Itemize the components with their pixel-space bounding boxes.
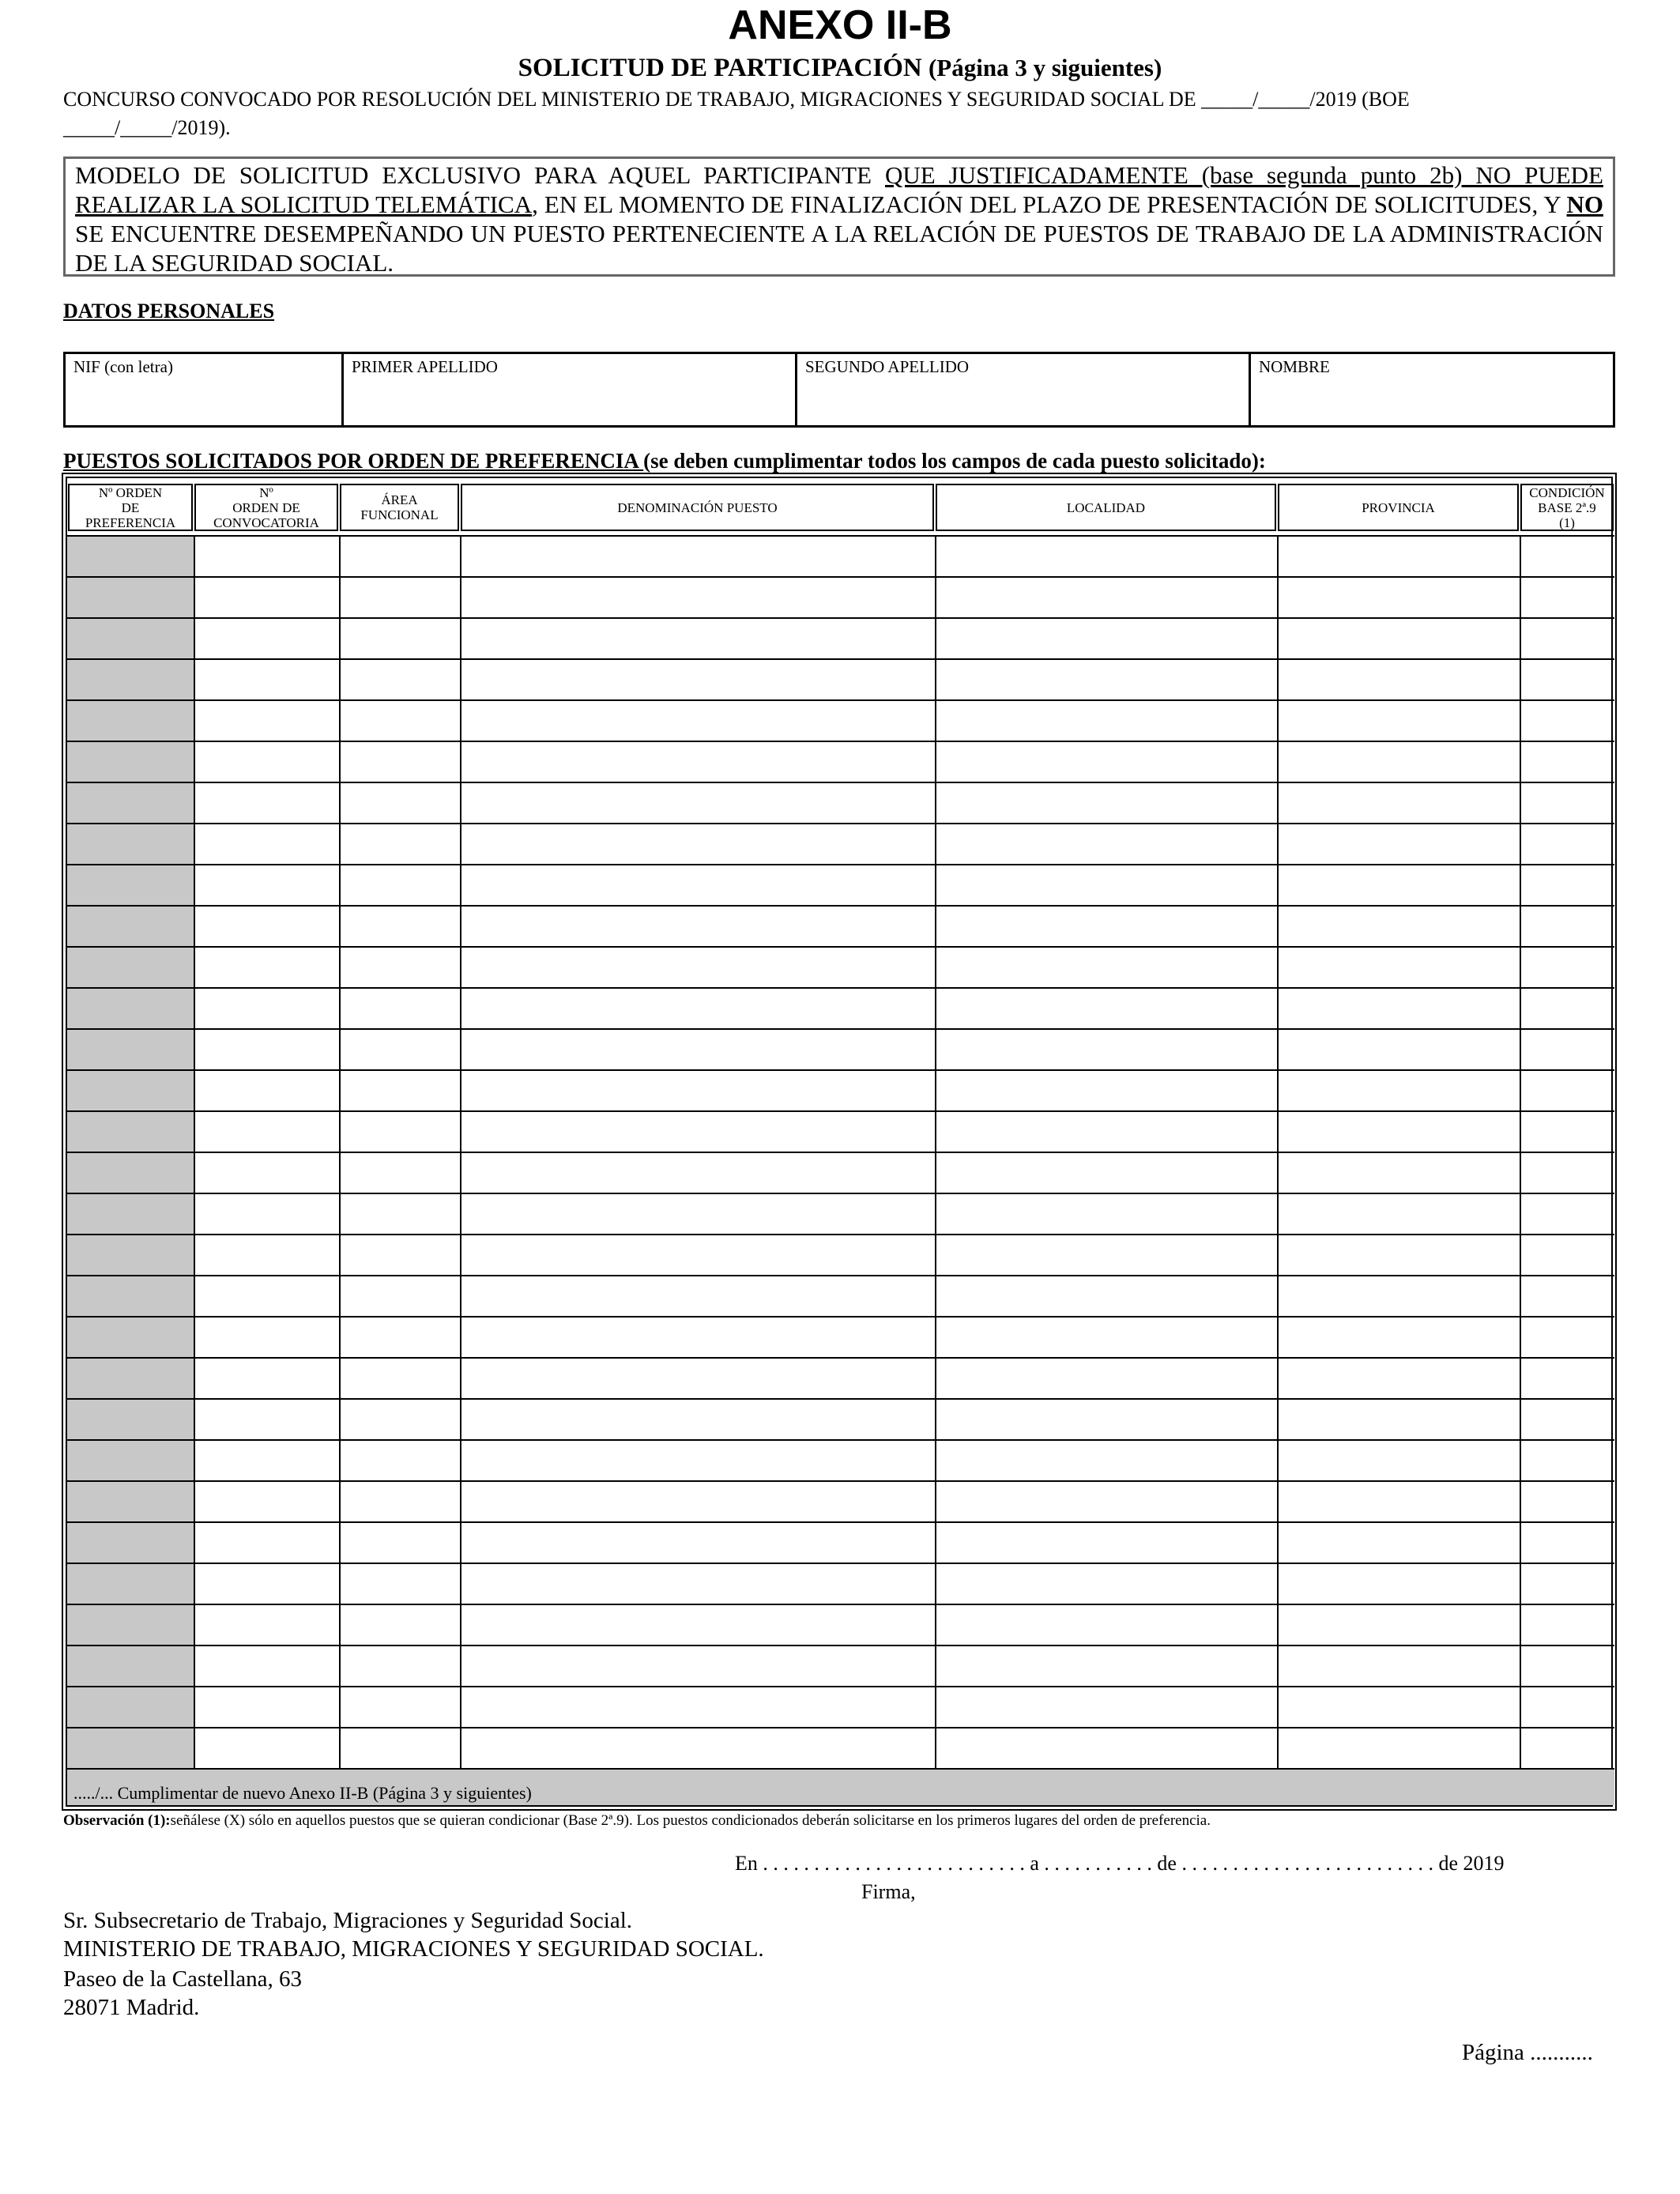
header-orden-preferencia-line: Nº ORDEN <box>98 484 163 500</box>
table-row[interactable] <box>67 1110 1614 1112</box>
header-localidad <box>936 484 1276 531</box>
observacion-label: Observación (1): <box>63 1812 171 1829</box>
table-row[interactable] <box>67 1193 1614 1194</box>
primer-apellido-label: PRIMER APELLIDO <box>352 357 498 376</box>
table-row[interactable] <box>67 823 1614 824</box>
header-provincia-line: PROVINCIA <box>1362 499 1435 515</box>
firma-label: Firma, <box>861 1880 916 1903</box>
table-row[interactable] <box>67 1152 1614 1153</box>
continuation-footer: ...../... Cumplimentar de nuevo Anexo II-B (Página 3 y siguientes) <box>67 1768 1614 1805</box>
modelo-text-no: NO <box>1566 190 1603 218</box>
table-row[interactable] <box>67 1398 1614 1400</box>
page-reference: (Página 3 y siguientes) <box>928 54 1162 81</box>
table-row[interactable] <box>67 658 1614 660</box>
concurso-line-1: CONCURSO CONVOCADO POR RESOLUCIÓN DEL MINISTERIO DE TRABAJO, MIGRACIONES Y SEGURIDAD SOCIAL DE _____/_____/2019 (BOE <box>63 88 1410 111</box>
puestos-title-main: PUESTOS SOLICITADOS POR ORDEN DE PREFERENCIA <box>63 449 644 473</box>
puestos-table <box>62 473 1617 1811</box>
table-row[interactable] <box>67 1727 1614 1728</box>
table-row[interactable] <box>67 1645 1614 1646</box>
addressee-line-4: 28071 Madrid. <box>63 1995 200 2020</box>
table-row[interactable] <box>67 946 1614 948</box>
table-row[interactable] <box>67 1275 1614 1276</box>
table-row[interactable] <box>67 1028 1614 1030</box>
modelo-text-1: MODELO DE SOLICITUD EXCLUSIVO PARA AQUEL PARTICIPANTE <box>75 161 885 189</box>
table-row[interactable] <box>67 905 1614 907</box>
header-provincia <box>1278 484 1519 531</box>
table-row[interactable] <box>67 535 1614 537</box>
solicitud-title: SOLICITUD DE PARTICIPACIÓN <box>518 54 922 82</box>
header-condicion <box>1520 484 1614 531</box>
column-divider <box>339 535 341 1768</box>
column-divider <box>194 535 195 1768</box>
table-row[interactable] <box>67 1234 1614 1235</box>
puestos-title <box>63 447 1617 474</box>
modelo-notice-box <box>63 156 1615 277</box>
datos-personales-title: DATOS PERSONALES <box>63 300 275 322</box>
table-row[interactable] <box>67 782 1614 783</box>
header-orden-convocatoria-line: CONVOCATORIA <box>213 515 319 530</box>
observacion-text: señálese (X) sólo en aquellos puestos que se quieran condicionar (Base 2ª.9). Los puestos condicionados deberán solicitarse en los primeros lugares del orden de preferencia. <box>170 1812 1211 1829</box>
column-divider <box>1520 535 1521 1768</box>
header-area-funcional-line: FUNCIONAL <box>360 507 439 522</box>
segundo-apellido-label: SEGUNDO APELLIDO <box>805 357 970 376</box>
header-orden-preferencia-line: PREFERENCIA <box>85 515 176 530</box>
addressee-line-2: MINISTERIO DE TRABAJO, MIGRACIONES Y SEGURIDAD SOCIAL. <box>63 1936 764 1962</box>
page-number-field: Página ........... <box>1462 2040 1593 2065</box>
nif-label: NIF (con letra) <box>73 357 173 376</box>
table-row[interactable] <box>67 1686 1614 1687</box>
table-row[interactable] <box>67 699 1614 701</box>
column-divider <box>935 535 936 1768</box>
addressee-line-1: Sr. Subsecretario de Trabajo, Migraciones y Seguridad Social. <box>63 1908 633 1933</box>
header-orden-preferencia <box>68 484 193 531</box>
header-orden-preferencia-line: DE <box>121 499 140 515</box>
addressee-line-3: Paseo de la Castellana, 63 <box>63 1966 302 1992</box>
header-condicion-line: BASE 2ª.9 <box>1538 499 1596 515</box>
nif-field[interactable] <box>66 354 344 425</box>
annex-title: ANEXO II-B <box>728 2 952 48</box>
header-condicion-line: (1) <box>1559 515 1575 530</box>
observacion-note <box>63 1811 1617 1830</box>
nombre-label: NOMBRE <box>1259 357 1330 376</box>
header-area-funcional-line: ÁREA <box>381 492 418 507</box>
table-row[interactable] <box>67 1521 1614 1523</box>
fecha-line: En . . . . . . . . . . . . . . . . . . . . . . . . . . a . . . . . . . . . . . de . . . . . . . . . . . . . . . . . . . . . . . . . de 2019 <box>735 1852 1505 1875</box>
form-subtitle <box>0 52 1680 84</box>
concurso-description <box>63 85 1617 142</box>
header-orden-convocatoria <box>194 484 338 531</box>
column-divider <box>1277 535 1279 1768</box>
header-orden-convocatoria-line: ORDEN DE <box>232 499 300 515</box>
modelo-text-underlined: QUE JUSTIFICADAMENTE (base segunda punto 2b) NO PUEDE REALIZAR LA SOLICITUD TELEMÁTICA <box>75 161 1603 218</box>
personal-data-table <box>63 352 1615 428</box>
table-row[interactable] <box>67 1480 1614 1482</box>
modelo-text-5: SE ENCUENTRE DESEMPEÑANDO UN PUESTO PERTENECIENTE A LA RELACIÓN DE PUESTOS DE TRABAJO DE LA ADMINISTRACIÓN DE LA SEGURIDAD SOCIAL. <box>75 220 1603 277</box>
puestos-table-body <box>66 477 1613 1807</box>
header-condicion-line: CONDICIÓN <box>1529 484 1605 500</box>
table-row[interactable] <box>67 1604 1614 1605</box>
header-denominacion-puesto-line: DENOMINACIÓN PUESTO <box>617 499 778 515</box>
table-row[interactable] <box>67 576 1614 578</box>
table-row[interactable] <box>67 1316 1614 1318</box>
header-orden-convocatoria-line: Nº <box>259 484 273 500</box>
table-row[interactable] <box>67 1563 1614 1564</box>
table-row[interactable] <box>67 741 1614 742</box>
table-row[interactable] <box>67 617 1614 619</box>
table-row[interactable] <box>67 1069 1614 1071</box>
header-localidad-line: LOCALIDAD <box>1066 499 1146 515</box>
segundo-apellido-field[interactable] <box>797 354 1251 425</box>
primer-apellido-field[interactable] <box>344 354 797 425</box>
header-denominacion-puesto <box>461 484 934 531</box>
modelo-text-3: , EN EL MOMENTO DE FINALIZACIÓN DEL PLAZO DE PRESENTACIÓN DE SOLICITUDES, Y <box>532 190 1567 218</box>
table-row[interactable] <box>67 1357 1614 1359</box>
column-divider <box>460 535 461 1768</box>
table-row[interactable] <box>67 987 1614 989</box>
concurso-line-2: _____/_____/2019). <box>63 116 231 139</box>
header-area-funcional <box>340 484 459 531</box>
nombre-field[interactable] <box>1251 354 1613 425</box>
table-row[interactable] <box>67 864 1614 865</box>
table-row[interactable] <box>67 1439 1614 1441</box>
puestos-title-rest: (se deben cumplimentar todos los campos de cada puesto solicitado): <box>643 449 1266 473</box>
